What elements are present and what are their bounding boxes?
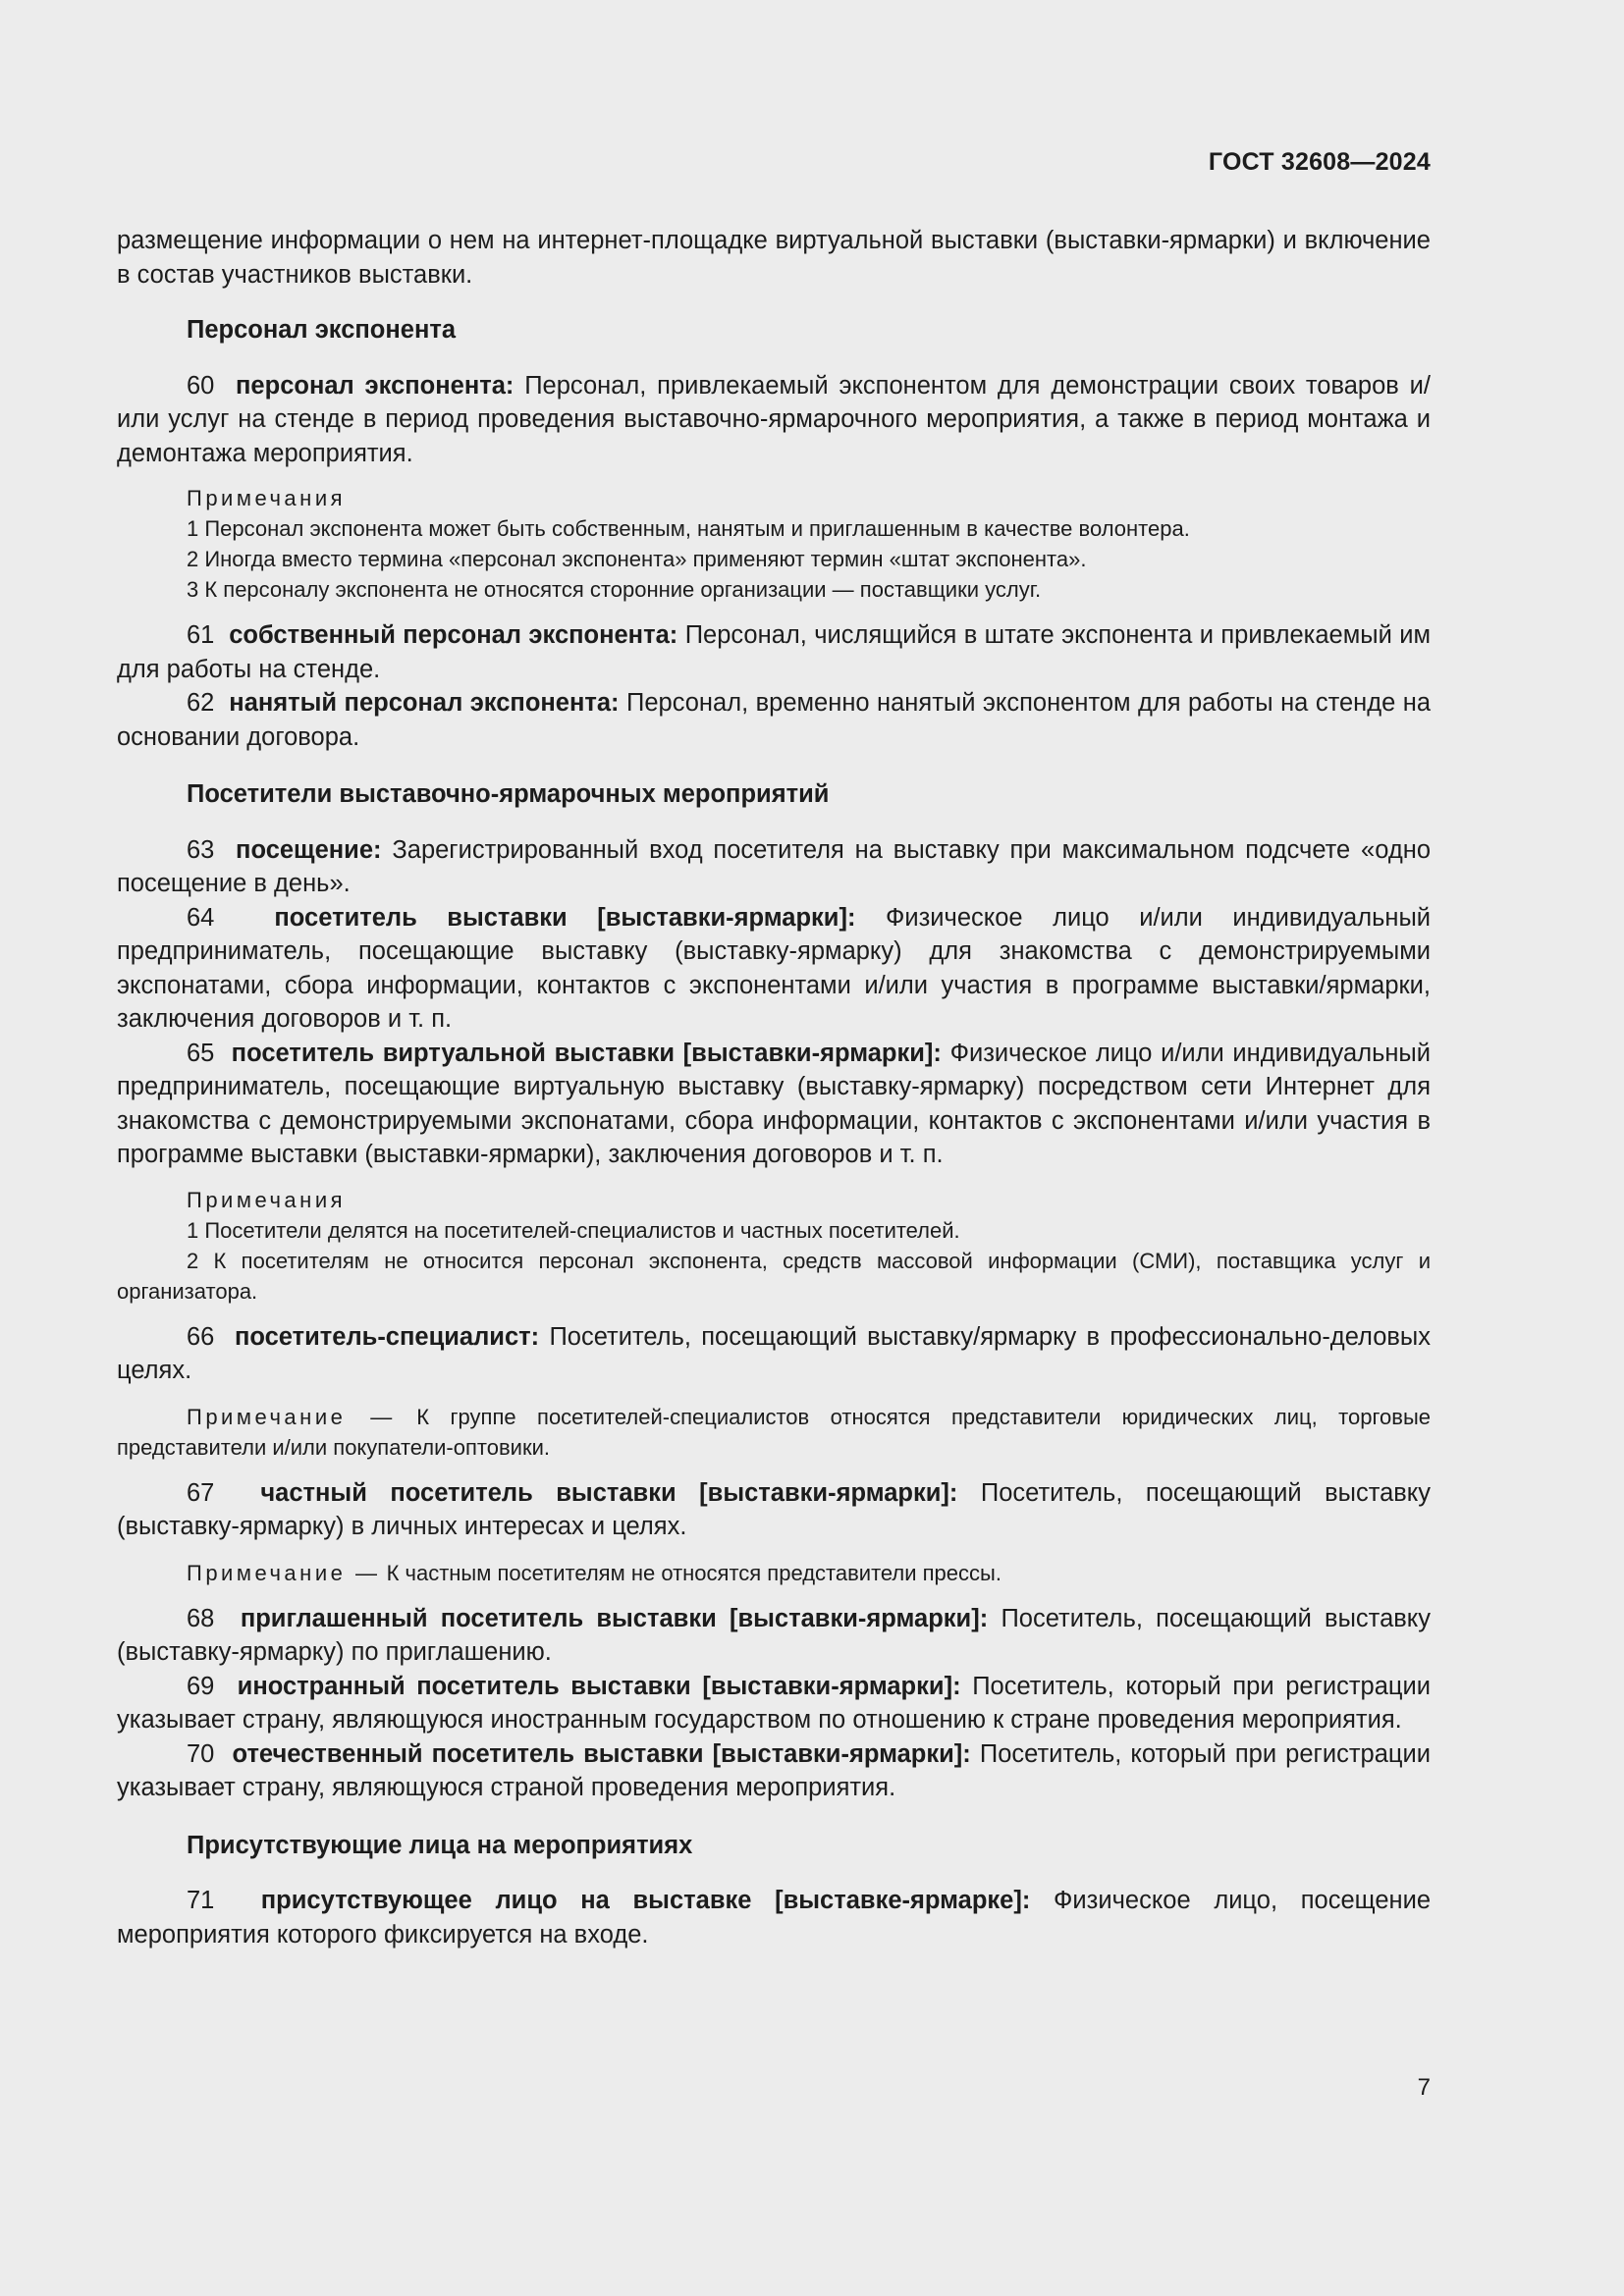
term-name: присутствующее лицо на выставке [выставке-ярмарке]: (260, 1887, 1031, 1914)
page-number: 7 (1417, 2074, 1431, 2101)
document-code: ГОСТ 32608—2024 (1208, 148, 1431, 176)
term-number: 62 (187, 689, 215, 717)
note-text: К группе посетителей-специалистов относятся представители юридических лиц, торговые представители и/или покупатели-оптовики. (117, 1404, 1431, 1460)
notes-heading: Примечания (187, 1187, 347, 1212)
term-definition: Физическое лицо и/или индивидуальный предприниматель, посещающие виртуальную выставку (выставку-ярмарку) посредством сети Интернет для знакомства с демонстрируемыми экспонатами, сбора информации, контактов с экспонентами и/или участия в программе выставки (выставки-ярмарки), заключения договоров и т. п. (117, 1039, 1432, 1168)
term-number: 65 (187, 1039, 215, 1067)
note-item: 2 Иногда вместо термина «персонал экспонента» применяют термин «штат экспонента». (187, 547, 1087, 571)
term-entry-62 (117, 686, 1431, 754)
term-name: посещение: (236, 835, 382, 864)
term-entry-69 (117, 1670, 1431, 1737)
term-entry-61 (117, 618, 1431, 686)
intro-paragraph: размещение информации о нем на интернет-площадке виртуальной выставки (выставки-ярмарки) и включение в состав участников выставки. (117, 227, 1431, 289)
term-definition: Посетитель, посещающий выставку (выставку-ярмарку) по приглашению. (117, 1604, 1431, 1666)
term-number: 66 (187, 1322, 215, 1351)
term-number: 64 (187, 903, 215, 932)
section-heading-exhibitor-staff: Персонал экспонента (187, 316, 457, 344)
term-name: посетитель виртуальной выставки [выставки-ярмарки]: (231, 1039, 942, 1067)
term-entry-70 (117, 1737, 1431, 1805)
document-page (117, 0, 1431, 2296)
term-entry-64 (117, 901, 1431, 1037)
note-item: 3 К персоналу экспонента не относятся сторонние организации — поставщики услуг. (187, 577, 1042, 602)
term-number: 60 (187, 371, 215, 400)
term-name: персонал экспонента: (236, 371, 514, 400)
term-definition: Зарегистрированный вход посетителя на выставку при максимальном подсчете «одно посещение в день». (117, 835, 1432, 897)
note-paragraph (117, 1402, 1431, 1463)
term-name: иностранный посетитель выставки [выставки-ярмарки]: (237, 1672, 961, 1700)
term-number: 61 (187, 621, 215, 649)
term-name: отечественный посетитель выставки [выставки-ярмарки]: (232, 1739, 971, 1768)
term-definition: Физическое лицо, посещение мероприятия которого фиксируется на входе. (117, 1887, 1432, 1949)
term-definition: Персонал, временно нанятый экспонентом для работы на стенде на основании договора. (117, 689, 1432, 751)
term-number: 69 (187, 1672, 215, 1700)
note-text: К частным посетителям не относятся представители прессы. (386, 1560, 1001, 1585)
term-definition: Посетитель, посещающий выставку/ярмарку в профессионально-деловых целях. (117, 1322, 1431, 1384)
term-entry-67 (117, 1476, 1431, 1544)
term-entry-65 (117, 1037, 1431, 1172)
term-number: 70 (187, 1739, 215, 1768)
term-entry-68 (117, 1602, 1431, 1670)
notes-heading: Примечания (187, 486, 347, 510)
term-definition: Физическое лицо и/или индивидуальный предприниматель, посещающие выставку (выставку-ярмарку) для знакомства с демонстрируемыми экспонатами, сбора информации, контактов с экспонентами и/или участия в программе выставки/ярмарки, заключения договоров и т. п. (117, 903, 1432, 1033)
term-name: посетитель выставки [выставки-ярмарки]: (274, 903, 856, 932)
term-definition: Посетитель, который при регистрации указывает страну, являющуюся иностранным государством по отношению к стране проведения мероприятия. (117, 1672, 1432, 1734)
term-entry-60 (117, 369, 1431, 471)
note-paragraph (117, 1558, 1431, 1588)
note-item: 2 К посетителям не относится персонал экспонента, средств массовой информации (СМИ), поставщика услуг и организатора. (117, 1248, 1431, 1304)
note-item: 1 Персонал экспонента может быть собственным, нанятым и приглашенным в качестве волонтера. (187, 516, 1190, 541)
term-name: частный посетитель выставки [выставки-ярмарки]: (260, 1478, 958, 1507)
term-definition: Персонал, привлекаемый экспонентом для демонстрации своих товаров и/или услуг на стенде в период проведения выставочно-ярмарочного мероприятия, а также в период монтажа и демонтажа мероприятия. (117, 371, 1431, 467)
note-label: Примечание — (187, 1560, 381, 1585)
term-definition: Посетитель, посещающий выставку (выставку-ярмарку) в личных интересах и целях. (117, 1478, 1432, 1540)
term-number: 71 (187, 1887, 215, 1914)
term-entry-71 (117, 1884, 1431, 1951)
section-heading-attendees: Присутствующие лица на мероприятиях (187, 1831, 693, 1859)
term-name: приглашенный посетитель выставки [выставки-ярмарки]: (240, 1604, 989, 1632)
note-item: 1 Посетители делятся на посетителей-специалистов и частных посетителей. (187, 1217, 960, 1243)
term-entry-66 (117, 1320, 1431, 1388)
term-definition: Персонал, числящийся в штате экспонента и привлекаемый им для работы на стенде. (117, 621, 1432, 683)
term-number: 68 (187, 1604, 215, 1632)
note-label: Примечание — (187, 1404, 396, 1429)
term-name: посетитель-специалист: (234, 1322, 540, 1351)
term-name: нанятый персонал экспонента: (229, 689, 620, 717)
term-definition: Посетитель, который при регистрации указывает страну, являющуюся страной проведения мероприятия. (117, 1739, 1431, 1801)
section-heading-visitors: Посетители выставочно-ярмарочных мероприятий (187, 780, 830, 808)
term-name: собственный персонал экспонента: (229, 621, 678, 649)
term-number: 63 (187, 835, 215, 864)
page-content (117, 224, 1431, 1951)
term-entry-63 (117, 833, 1431, 901)
term-number: 67 (187, 1478, 215, 1507)
